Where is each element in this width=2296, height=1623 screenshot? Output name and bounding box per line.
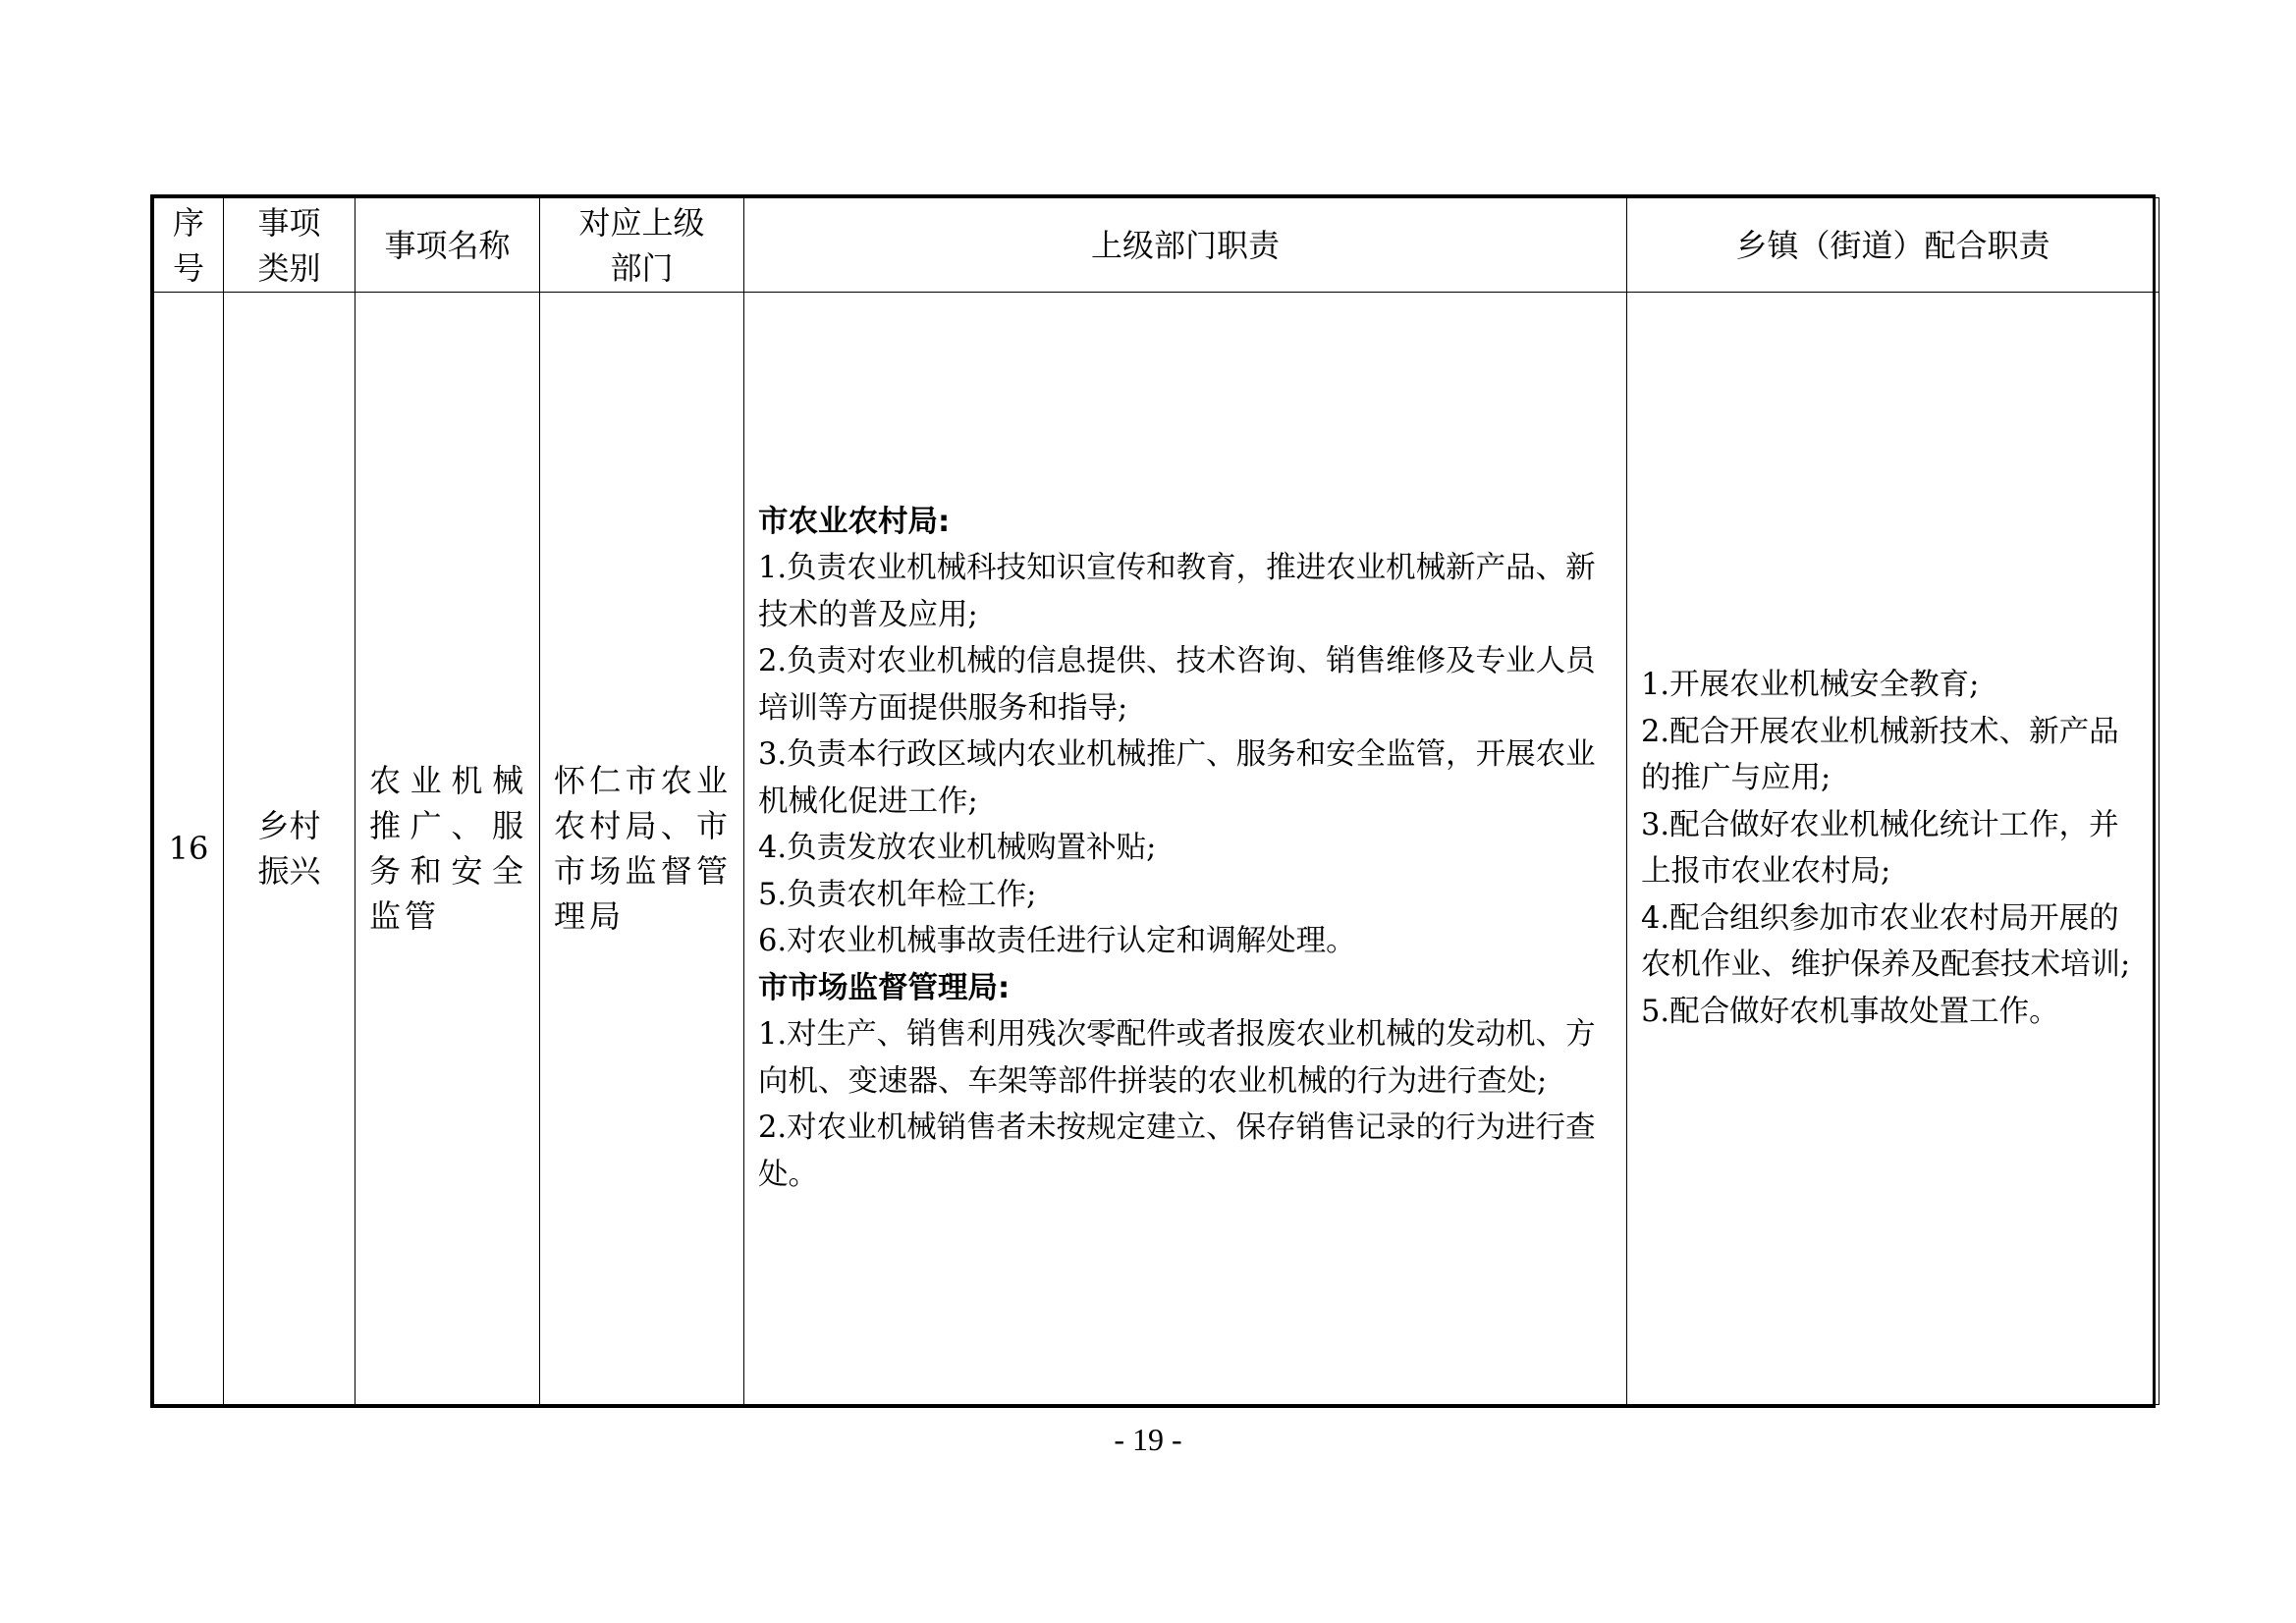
cell-town-duty bbox=[1627, 293, 2159, 1405]
upper-duty-item: 1.负责农业机械科技知识宣传和教育，推进农业机械新产品、新技术的普及应用; bbox=[758, 551, 1596, 632]
town-duty-item: 4.配合组织参加市农业农村局开展的农机作业、维护保养及配套技术培训; bbox=[1641, 900, 2131, 982]
header-upper-duty: 上级部门职责 bbox=[744, 198, 1627, 293]
upper-duty-item: 2.负责对农业机械的信息提供、技术咨询、销售维修及专业人员培训等方面提供服务和指导; bbox=[758, 644, 1596, 726]
cell-dept: 怀仁市农业农村局、市市场监督管理局 bbox=[540, 293, 744, 1405]
cell-seq: 16 bbox=[154, 293, 224, 1405]
header-town-duty: 乡镇（街道）配合职责 bbox=[1627, 198, 2159, 293]
upper-duty-item: 6.对农业机械事故责任进行认定和调解处理。 bbox=[758, 924, 1356, 959]
header-seq: 序号 bbox=[154, 198, 224, 293]
cell-upper-duty bbox=[744, 293, 1627, 1405]
header-category: 事项类别 bbox=[224, 198, 355, 293]
header-name: 事项名称 bbox=[355, 198, 540, 293]
duty-table-frame bbox=[150, 194, 2156, 1408]
upper-duty-item: 5.负责农机年检工作; bbox=[758, 877, 1037, 912]
cell-category: 乡村振兴 bbox=[224, 293, 355, 1405]
page-number: - 19 - bbox=[1114, 1422, 1182, 1457]
cell-item-name: 农业机械推广、服务和安全监管 bbox=[355, 293, 540, 1405]
upper-duty-item: 3.负责本行政区域内农业机械推广、服务和安全监管，开展农业机械化促进工作; bbox=[758, 737, 1596, 819]
town-duty-item: 1.开展农业机械安全教育; bbox=[1641, 668, 1980, 702]
town-duty-item: 2.配合开展农业机械新技术、新产品的推广与应用; bbox=[1641, 714, 2119, 795]
upper-duty-item: 4.负责发放农业机械购置补贴; bbox=[758, 831, 1157, 866]
upper-duty-title-2: 市市场监督管理局: bbox=[758, 970, 1011, 1005]
header-dept: 对应上级部门 bbox=[540, 198, 744, 293]
upper-duty-item: 1.对生产、销售利用残次零配件或者报废农业机械的发动机、方向机、变速器、车架等部件拼装的农业机械的行为进行查处; bbox=[758, 1017, 1596, 1099]
town-duty-item: 5.配合做好农机事故处置工作。 bbox=[1641, 994, 2059, 1029]
town-duty-item: 3.配合做好农业机械化统计工作，并上报市农业农村局; bbox=[1641, 807, 2119, 889]
upper-duty-title-1: 市农业农村局: bbox=[758, 504, 951, 539]
table-row bbox=[154, 293, 2159, 1405]
upper-duty-item: 2.对农业机械销售者未按规定建立、保存销售记录的行为进行查处。 bbox=[758, 1110, 1596, 1192]
table-header-row bbox=[154, 198, 2159, 293]
duty-table bbox=[153, 197, 2159, 1405]
